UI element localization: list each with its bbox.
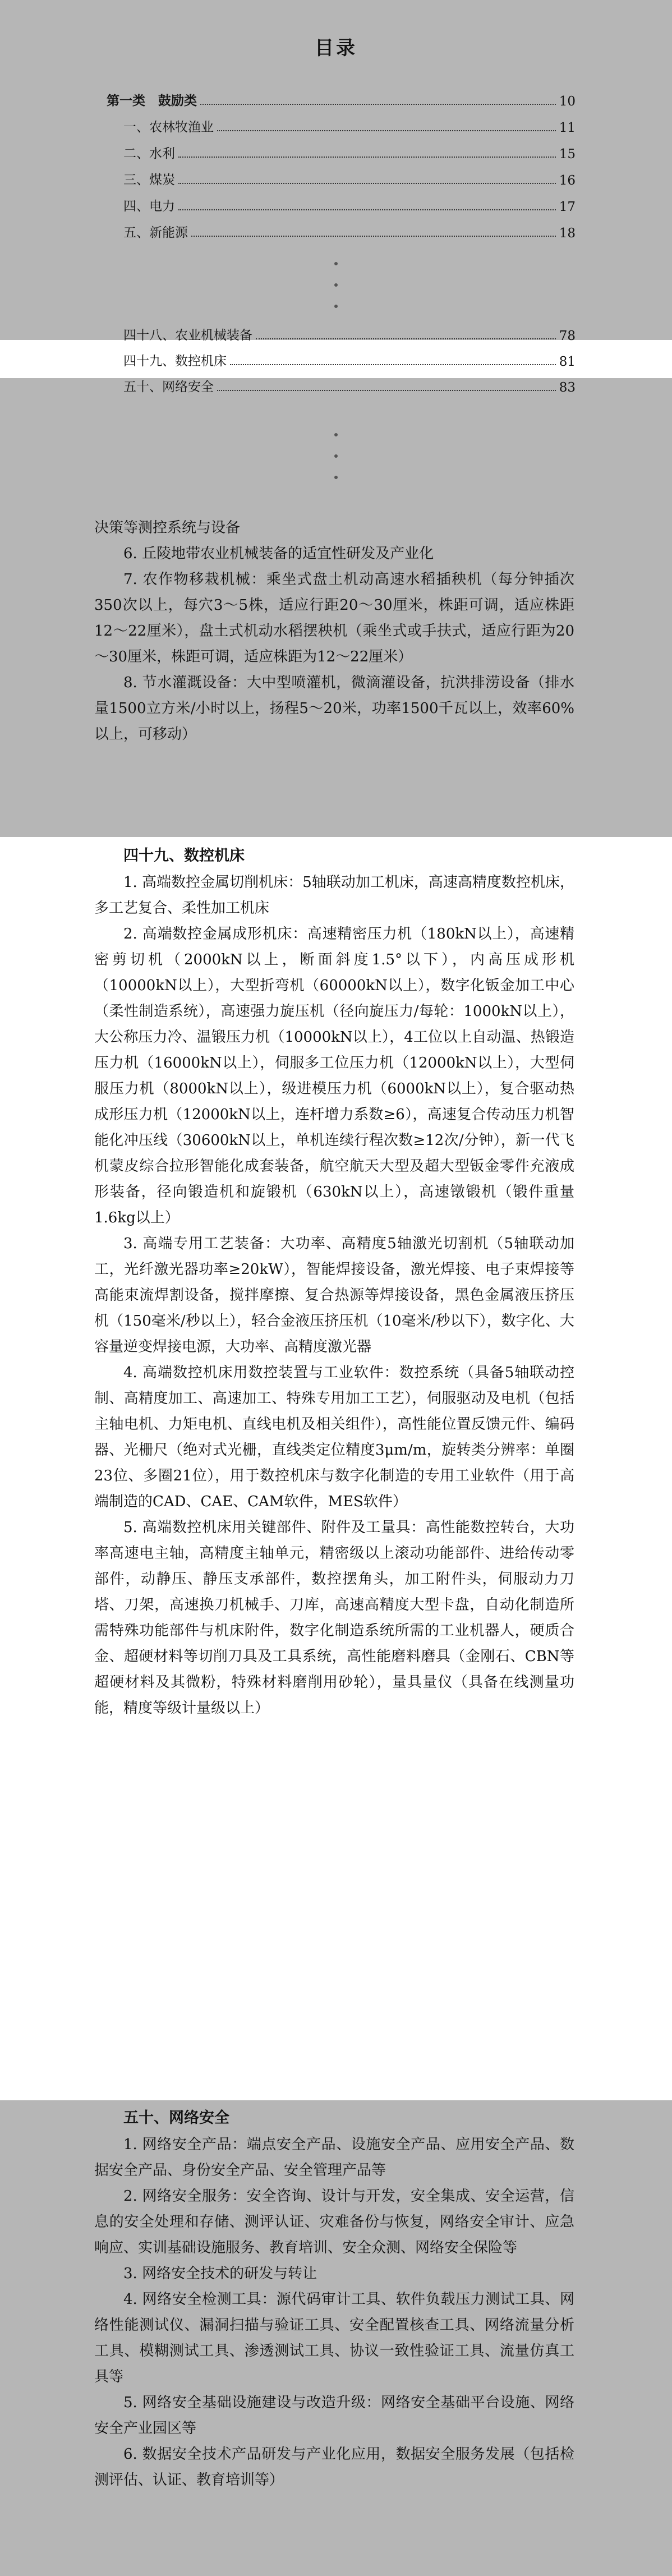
paragraph: 2. 高端数控金属成形机床：高速精密压力机（180kN以上），高速精密剪切机（2000kN以上，断面斜度1.5°以下），内高压成形机（10000kN以上），大型折弯机（60000kN以上），数字化钣金加工中心（柔性制造系统），高速强力旋压机（径向旋压力/每轮：1000kN以上），大公称压力冷、温锻压力机（10000kN以上），4工位以上自动温、热锻造压力机（16000kN以上），伺服多工位压力机（12000kN以上），大型伺服压力机（8000kN以上），级进模压力机（6000kN以上），复合驱动热成形压力机（12000kN以上，连杆增力系数≥6），高速复合传动压力机智能化冲压线（30600kN以上，单机连续行程次数≥12次/分钟），新一代飞机蒙皮综合拉形智能化成套装备，航空航天大型及超大型钣金零件充液成形装备，径向锻造机和旋锻机（630kN以上），高速镦锻机（锻件重量1.6kg以上） [94,926,574,1226]
toc-entry[interactable]: 一、农林牧渔业 11 [123,120,576,135]
toc-entry[interactable]: 第一类 鼓励类 10 [107,93,576,109]
section-49 [94,843,574,1721]
toc-entry[interactable]: 四、电力 17 [123,199,576,214]
paragraph: 5. 网络安全基础设施建设与改造升级：网络安全基础平台设施、网络安全产业园区等 [94,2394,574,2437]
paragraph: 6. 丘陵地带农业机械装备的适宜性研发及产业化 [123,545,434,562]
paragraph: 1. 高端数控金属切削机床：5轴联动加工机床，高速高精度数控机床，多工艺复合、柔性加工机床 [94,874,574,917]
paragraph: 6. 数据安全技术产品研发与产业化应用，数据安全服务发展（包括检测评估、认证、教育培训等） [94,2446,574,2488]
paragraph: 2. 网络安全服务：安全咨询、设计与开发，安全集成、安全运营，信息的安全处理和存储、测评认证、灾难备份与恢复，网络安全审计、应急响应、实训基础设施服务、教育培训、安全众测、网络安全保险等 [94,2188,574,2256]
toc-entry[interactable]: 二、水利 15 [123,146,576,162]
toc-entry[interactable]: 四十八、农业机械装备 78 [123,328,576,343]
ellipsis-dot [334,283,338,287]
paragraph: 1. 网络安全产品：端点安全产品、设施安全产品、应用安全产品、数据安全产品、身份安全产品、安全管理产品等 [94,2136,574,2179]
section-heading: 四十九、数控机床 [123,847,245,864]
section-heading: 五十、网络安全 [123,2109,229,2127]
paragraph: 5. 高端数控机床用关键部件、附件及工量具：高性能数控转台，大功率高速电主轴，高精度主轴单元，精密级以上滚动功能部件、进给传动零部件，动静压、静压支承部件，数控摆角头，加工附件头，伺服动力刀塔、刀架，高速换刀机械手、刀库，高速高精度大型卡盘，自动化制造所需特殊功能部件与机床附件，数字化制造系统所需的工业机器人，硬质合金、超硬材料等切削刀具及工具系统，高性能磨料磨具（金刚石、CBN等超硬材料及其微粉，特殊材料磨削用砂轮），量具量仪（具备在线测量功能，精度等级计量级以上） [94,1519,574,1717]
paragraph: 决策等测控系统与设备 [94,519,241,536]
paragraph: 3. 网络安全技术的研发与转让 [123,2265,317,2282]
paragraph: 4. 高端数控机床用数控装置与工业软件：数控系统（具备5轴联动控制、高精度加工、高速加工、特殊专用加工工艺），伺服驱动及电机（包括主轴电机、力矩电机、直线电机及相关组件），高性能位置反馈元件、编码器、光栅尺（绝对式光栅，直线类定位精度3μm/m，旋转类分辨率：单圈23位、多圈21位），用于数控机床与数字化制造的专用工业软件（用于高端制造的CAD、CAE、CAM软件，MES软件） [94,1364,574,1510]
toc-title: 目录 [315,37,357,59]
toc-entry[interactable]: 三、煤炭 16 [123,173,576,188]
ellipsis-dot [334,305,338,308]
paragraph: 3. 高端专用工艺装备：大功率、高精度5轴激光切割机（5轴联动加工，光纤激光器功率≥20kW），智能焊接设备，激光焊接、电子束焊接等高能束流焊割设备，搅拌摩擦、复合热源等焊接设备，黑色金属液压挤压机（150毫米/秒以上），轻合金液压挤压机（10毫米/秒以下），数字化、大容量逆变焊接电源，大功率、高精度激光器 [94,1235,574,1355]
ellipsis-dot [334,433,338,436]
section-48-tail [94,515,574,747]
paragraph: 4. 网络安全检测工具：源代码审计工具、软件负载压力测试工具、网络性能测试仪、漏洞扫描与验证工具、安全配置核查工具、网络流量分析工具、模糊测试工具、渗透测试工具、协议一致性验证工具、流量仿真工具等 [94,2291,574,2385]
section-50 [94,2105,574,2493]
ellipsis-dot [334,476,338,479]
ellipsis-dot [334,454,338,458]
toc-entry-highlighted[interactable]: 四十九、数控机床 81 [123,354,576,369]
ellipsis-dot [334,262,338,265]
toc-entry[interactable]: 五十、网络安全 83 [123,380,576,395]
paragraph: 7. 农作物移栽机械：乘坐式盘土机动高速水稻插秧机（每分钟插次350次以上，每穴3～5株，适应行距20～30厘米，株距可调，适应株距12～22厘米），盘土式机动水稻摆秧机（乘坐式或手扶式，适应行距为20～30厘米，株距可调，适应株距为12～22厘米） [94,571,574,665]
toc-entry[interactable]: 五、新能源 18 [123,226,576,241]
paragraph: 8. 节水灌溉设备：大中型喷灌机，微滴灌设备，抗洪排涝设备（排水量1500立方米/小时以上，扬程5～20米，功率1500千瓦以上，效率60%以上，可移动） [94,674,574,743]
